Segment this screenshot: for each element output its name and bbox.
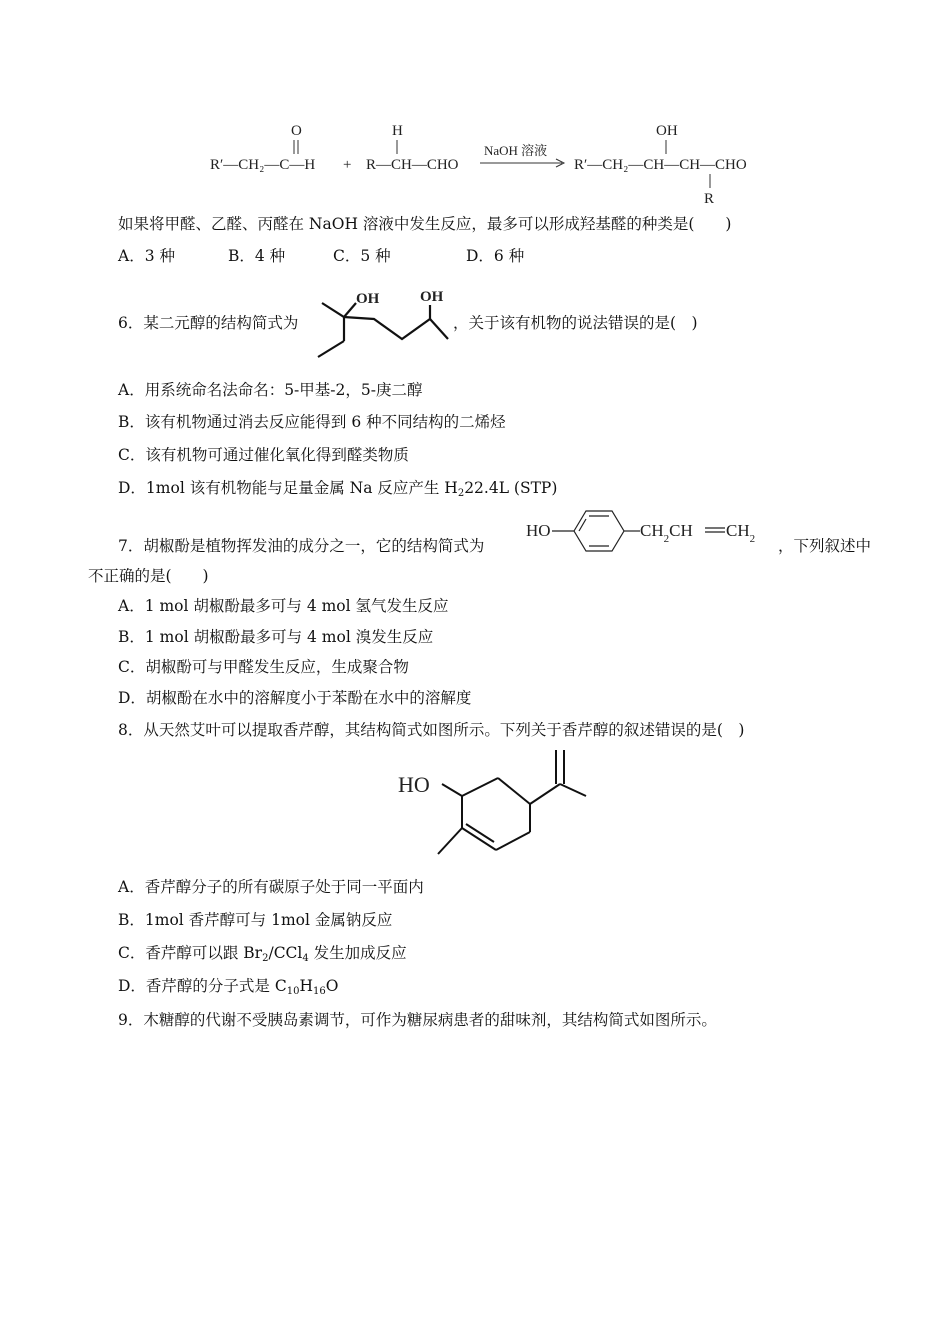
plus-sign: + [343,157,352,173]
reactant1-oxygen: O [291,123,302,139]
q8-option-a: A．香芹醇分子的所有碳原子处于同一平面内 [118,878,424,896]
q7-option-b: B．1 mol 胡椒酚最多可与 4 mol 溴发生反应 [118,628,434,646]
reactant2-formula: R—CH—CHO [366,157,459,173]
q5-option-a: A．3 种 [118,247,175,265]
q6-option-b: B．该有机物通过消去反应能得到 6 种不同结构的二烯烃 [118,413,506,431]
q6-option-a: A．用系统命名法命名：5-甲基-2，5-庚二醇 [118,381,423,399]
diol-hydroxyl-1: OH [356,291,380,307]
reagent-label: NaOH 溶液 [484,143,548,158]
question-8-stem: 8．从天然艾叶可以提取香芹醇，其结构简式如图所示。下列关于香芹醇的叙述错误的是( ) [118,721,745,739]
q5-option-d: D．6 种 [466,247,525,265]
q7-option-a: A．1 mol 胡椒酚最多可与 4 mol 氢气发生反应 [118,597,449,615]
product-r-group: R [704,191,715,207]
q8-option-d: D．香芹醇的分子式是 $C_{10}H_{16}O$ [118,977,339,997]
reactant1-formula: R′—CH₂—C—H [210,157,316,173]
question-7-stem-wrap: 不正确的是( ) [88,567,209,585]
svg-text:CH2: $CH_2$ [726,521,756,545]
question-6-stem-end: ，关于该有机物的说法错误的是( ) [453,314,698,332]
carveol-hydroxyl: HO [398,772,430,797]
diol-structure [312,287,452,359]
q5-option-b: B．4 种 [228,247,286,265]
q5-option-c: C．5 种 [333,247,391,265]
chavicol-structure [524,504,779,554]
question-6-stem-start: 6．某二元醇的结构简式为 [118,314,299,332]
svg-text:CH2CH: $CH_2CH$ [640,521,693,545]
question-7-stem-start: 7．胡椒酚是植物挥发油的成分之一，它的结构简式为 [118,537,485,555]
q6-option-d: D．1mol 该有机物能与足量金属 Na 反应产生 $H_222.4L$ (STP) [118,479,558,499]
q7-option-d: D．胡椒酚在水中的溶解度小于苯酚在水中的溶解度 [118,689,472,707]
carveol-structure [396,744,596,860]
product-hydroxyl: OH [656,123,678,139]
aldol-reaction-scheme [200,118,800,208]
chavicol-hydroxyl: HO [526,521,551,540]
question-9-stem: 9．木糖醇的代谢不受胰岛素调节，可作为糖尿病患者的甜味剂，其结构简式如图所示。 [118,1011,717,1029]
reactant2-hydrogen: H [392,123,403,139]
question-7-stem-end: ，下列叙述中 [778,537,872,555]
question-5-stem: 如果将甲醛、乙醛、丙醛在 NaOH 溶液中发生反应，最多可以形成羟基醛的种类是( ) [118,215,732,233]
diol-hydroxyl-2: OH [420,289,444,305]
q7-option-c: C．胡椒酚可与甲醛发生反应，生成聚合物 [118,658,409,676]
q8-option-c: C．香芹醇可以跟 $Br_2/CCl_4$ 发生加成反应 [118,944,407,964]
product-formula: R′—CH₂—CH—CH—CHO [574,157,747,173]
q8-option-b: B．1mol 香芹醇可与 1mol 金属钠反应 [118,911,393,929]
q6-option-c: C．该有机物可通过催化氧化得到醛类物质 [118,446,409,464]
